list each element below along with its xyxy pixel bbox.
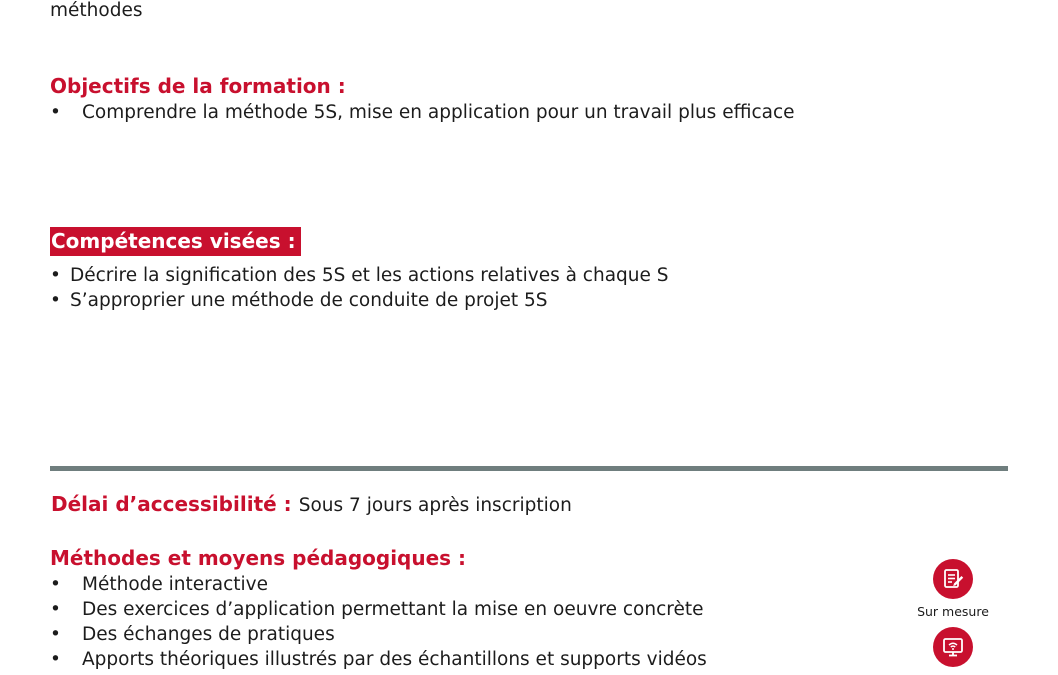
monitor-wifi-icon (933, 627, 973, 667)
list-item-text: Des exercices d’application permettant la mise en oeuvre concrète (82, 599, 704, 620)
badge-label-sur-mesure: Sur mesure (917, 604, 989, 619)
list-item-text: Des échanges de pratiques (82, 624, 335, 645)
document-pen-glyph (941, 567, 965, 591)
list-item (50, 100, 795, 125)
list-item (50, 288, 669, 313)
list-item-text: Décrire la signification des 5S et les actions relatives à chaque S (70, 265, 669, 286)
bullet-icon: • (50, 102, 61, 123)
list-item (50, 622, 707, 647)
list-item (50, 647, 707, 672)
methodes-list (50, 572, 707, 672)
bullet-icon: • (50, 649, 61, 670)
competences-heading (50, 229, 301, 253)
list-item (50, 597, 707, 622)
delai-line (51, 492, 572, 518)
section-divider (50, 466, 1008, 471)
objectifs-heading: Objectifs de la formation : (50, 74, 346, 98)
monitor-wifi-glyph (941, 635, 965, 659)
bullet-icon: • (50, 624, 61, 645)
list-item (50, 263, 669, 288)
intro-tail-text: méthodes (50, 0, 143, 21)
list-item-text: Méthode interactive (82, 574, 268, 595)
list-item-text: Apports théoriques illustrés par des échantillons et supports vidéos (82, 649, 707, 670)
delai-value: Sous 7 jours après inscription (298, 495, 572, 516)
competences-list (50, 263, 669, 313)
document-pen-icon (933, 559, 973, 599)
bullet-icon: • (50, 599, 61, 620)
bullet-icon: • (50, 265, 61, 286)
bullet-icon: • (50, 574, 61, 595)
delai-heading: Délai d’accessibilité : (51, 492, 292, 516)
list-item-text: S’approprier une méthode de conduite de projet 5S (70, 290, 548, 311)
methodes-heading: Méthodes et moyens pédagogiques : (50, 546, 467, 570)
competences-heading-highlight: Compétences visées : (50, 227, 301, 256)
list-item-text: Comprendre la méthode 5S, mise en application pour un travail plus efficace (82, 102, 795, 123)
bullet-icon: • (50, 290, 61, 311)
list-item (50, 572, 707, 597)
objectifs-list (50, 100, 795, 125)
